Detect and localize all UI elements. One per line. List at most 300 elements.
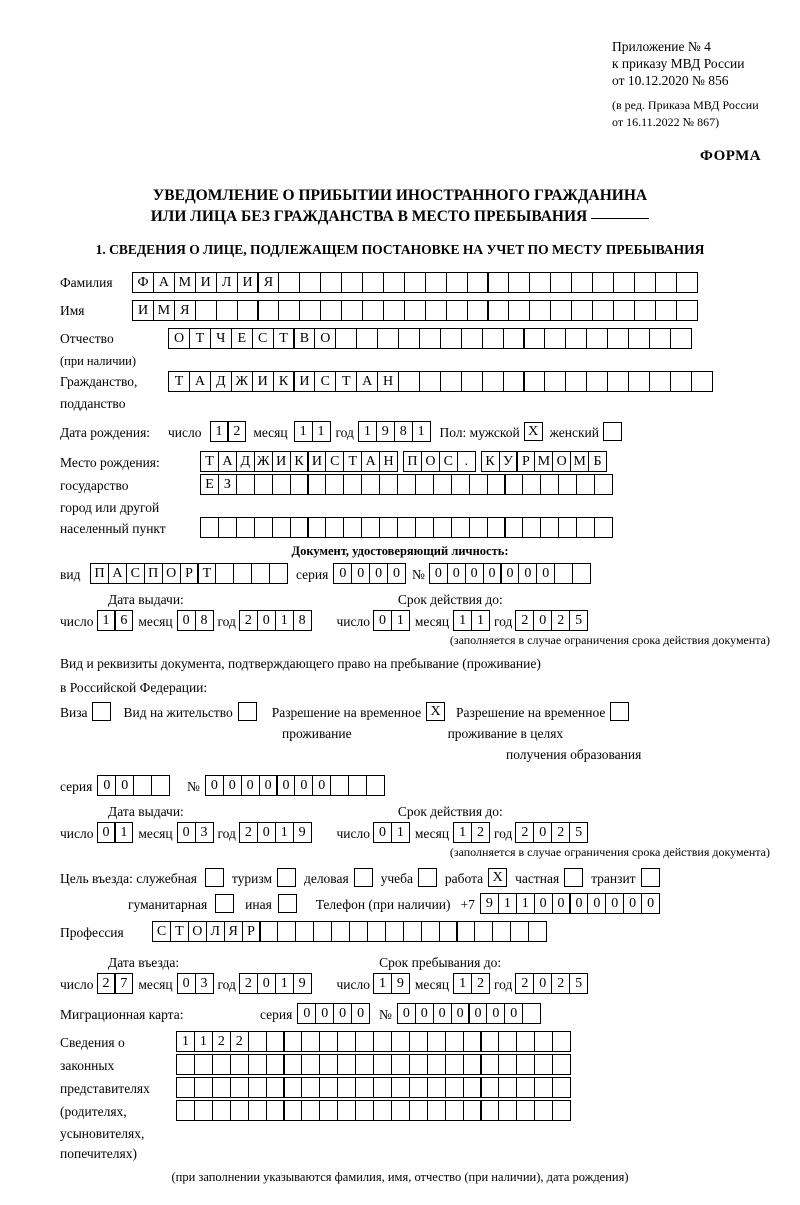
form-cell[interactable] <box>439 921 458 942</box>
form-cell[interactable] <box>283 1100 302 1121</box>
form-cell[interactable] <box>313 921 332 942</box>
form-cell[interactable] <box>592 272 614 293</box>
form-cell[interactable]: 1 <box>373 973 392 994</box>
form-cell[interactable]: Л <box>206 921 225 942</box>
form-cell[interactable] <box>319 1100 338 1121</box>
form-cell[interactable]: О <box>188 921 207 942</box>
form-cell[interactable] <box>355 1100 374 1121</box>
form-cell[interactable] <box>446 300 468 321</box>
form-cell[interactable] <box>474 921 493 942</box>
stay-doc-series-cells[interactable] <box>97 775 169 796</box>
form-cell[interactable] <box>529 272 551 293</box>
form-cell[interactable] <box>373 1100 392 1121</box>
form-cell[interactable] <box>266 1100 285 1121</box>
form-cell[interactable] <box>586 371 608 392</box>
form-cell[interactable] <box>492 921 511 942</box>
form-cell[interactable] <box>649 328 671 349</box>
form-cell[interactable]: С <box>252 328 274 349</box>
form-cell[interactable]: 2 <box>551 610 570 631</box>
form-cell[interactable] <box>236 517 255 538</box>
form-cell[interactable]: 0 <box>115 775 134 796</box>
form-cell[interactable] <box>634 300 656 321</box>
form-cell[interactable] <box>427 1031 446 1052</box>
form-cell[interactable] <box>576 517 595 538</box>
form-cell[interactable]: 0 <box>500 563 519 584</box>
birth-place-cells-row3[interactable] <box>200 517 612 538</box>
surname-cells[interactable] <box>132 272 696 293</box>
form-cell[interactable]: 0 <box>257 973 276 994</box>
form-cell[interactable] <box>550 272 572 293</box>
form-cell[interactable] <box>572 563 591 584</box>
form-cell[interactable]: 1 <box>358 421 377 442</box>
purpose-tourism-checkbox[interactable] <box>277 868 295 887</box>
form-cell[interactable]: И <box>293 371 315 392</box>
form-cell[interactable] <box>176 1077 195 1098</box>
form-cell[interactable]: 7 <box>114 973 133 994</box>
form-cell[interactable] <box>427 1100 446 1121</box>
form-cell[interactable] <box>277 868 296 887</box>
form-cell[interactable] <box>272 517 291 538</box>
form-cell[interactable]: 0 <box>533 610 552 631</box>
form-cell[interactable]: 1 <box>275 822 294 843</box>
form-cell[interactable]: О <box>421 451 440 472</box>
form-cell[interactable]: 2 <box>551 822 570 843</box>
form-cell[interactable] <box>558 474 577 495</box>
form-cell[interactable] <box>218 517 237 538</box>
form-cell[interactable] <box>248 1100 267 1121</box>
form-cell[interactable]: 0 <box>177 822 196 843</box>
form-cell[interactable] <box>337 1100 356 1121</box>
form-cell[interactable] <box>259 921 278 942</box>
birth-place-city-cells-b[interactable] <box>481 451 606 472</box>
form-cell[interactable] <box>564 868 583 887</box>
form-cell[interactable]: А <box>218 451 237 472</box>
form-cell[interactable]: У <box>499 451 518 472</box>
form-cell[interactable] <box>463 1031 482 1052</box>
form-cell[interactable] <box>200 517 219 538</box>
form-cell[interactable] <box>516 1054 535 1075</box>
form-cell[interactable] <box>503 328 525 349</box>
form-cell[interactable] <box>278 894 297 913</box>
form-cell[interactable]: Я <box>174 300 196 321</box>
birth-month-cells[interactable] <box>294 421 330 442</box>
form-cell[interactable] <box>404 272 426 293</box>
form-cell[interactable] <box>565 328 587 349</box>
form-cell[interactable]: Р <box>242 921 261 942</box>
form-cell[interactable] <box>571 272 593 293</box>
form-cell[interactable] <box>516 1031 535 1052</box>
form-cell[interactable] <box>215 894 234 913</box>
stay-doc-valid-year-cells[interactable] <box>515 822 587 843</box>
form-cell[interactable] <box>594 517 613 538</box>
form-cell[interactable]: 0 <box>294 775 313 796</box>
form-cell[interactable] <box>607 371 629 392</box>
form-cell[interactable] <box>205 868 224 887</box>
entry-month-cells[interactable] <box>177 973 213 994</box>
form-cell[interactable]: 9 <box>391 973 410 994</box>
form-cell[interactable] <box>277 921 296 942</box>
form-cell[interactable] <box>592 300 614 321</box>
form-cell[interactable] <box>348 775 367 796</box>
form-cell[interactable]: 9 <box>480 893 499 914</box>
form-cell[interactable] <box>404 300 426 321</box>
form-cell[interactable]: 9 <box>376 421 395 442</box>
form-cell[interactable]: И <box>237 272 259 293</box>
form-cell[interactable] <box>418 868 437 887</box>
form-cell[interactable] <box>504 517 523 538</box>
form-cell[interactable] <box>212 1054 231 1075</box>
form-cell[interactable]: 2 <box>471 973 490 994</box>
form-cell[interactable] <box>446 272 468 293</box>
form-cell[interactable]: Т <box>335 371 357 392</box>
id-doc-issue-day-cells[interactable] <box>97 610 133 631</box>
form-cell[interactable]: Т <box>168 371 190 392</box>
form-cell[interactable]: 0 <box>351 563 370 584</box>
form-cell[interactable] <box>194 1077 213 1098</box>
form-cell[interactable]: М <box>153 300 175 321</box>
form-cell[interactable] <box>349 921 368 942</box>
form-cell[interactable]: 2 <box>515 610 534 631</box>
form-cell[interactable] <box>480 1100 499 1121</box>
form-cell[interactable]: 0 <box>333 563 352 584</box>
form-cell[interactable]: Ч <box>210 328 232 349</box>
purpose-service-checkbox[interactable] <box>205 868 223 887</box>
form-cell[interactable]: 1 <box>453 973 472 994</box>
name-cells[interactable] <box>132 300 696 321</box>
form-cell[interactable]: 0 <box>533 822 552 843</box>
form-cell[interactable] <box>337 1077 356 1098</box>
form-cell[interactable]: К <box>290 451 309 472</box>
form-cell[interactable] <box>467 300 489 321</box>
form-cell[interactable]: 0 <box>569 893 588 914</box>
form-cell[interactable] <box>391 1031 410 1052</box>
form-cell[interactable] <box>655 272 677 293</box>
form-cell[interactable] <box>487 272 509 293</box>
entry-year-cells[interactable] <box>239 973 311 994</box>
form-cell[interactable]: Ф <box>132 272 154 293</box>
form-cell[interactable] <box>373 1054 392 1075</box>
form-cell[interactable]: 8 <box>293 610 312 631</box>
id-doc-issue-year-cells[interactable] <box>239 610 311 631</box>
form-cell[interactable]: 8 <box>394 421 413 442</box>
form-cell[interactable]: Я <box>224 921 243 942</box>
form-cell[interactable] <box>257 300 279 321</box>
form-cell[interactable] <box>230 1077 249 1098</box>
form-cell[interactable]: Б <box>588 451 607 472</box>
form-cell[interactable] <box>544 328 566 349</box>
form-cell[interactable]: А <box>189 371 211 392</box>
form-cell[interactable] <box>641 868 660 887</box>
form-cell[interactable] <box>487 517 506 538</box>
form-cell[interactable] <box>251 563 270 584</box>
birth-day-cells[interactable] <box>210 421 246 442</box>
form-cell[interactable] <box>236 474 255 495</box>
form-cell[interactable]: 0 <box>552 893 571 914</box>
form-cell[interactable]: Н <box>377 371 399 392</box>
form-cell[interactable] <box>355 1077 374 1098</box>
form-cell[interactable]: Т <box>273 328 295 349</box>
form-cell[interactable] <box>445 1077 464 1098</box>
form-cell[interactable]: 1 <box>275 973 294 994</box>
form-cell[interactable] <box>534 1054 553 1075</box>
form-cell[interactable] <box>469 474 488 495</box>
form-cell[interactable] <box>409 1100 428 1121</box>
form-cell[interactable]: Р <box>516 451 535 472</box>
birth-place-country-cells[interactable] <box>200 451 397 472</box>
form-cell[interactable]: 0 <box>312 775 331 796</box>
form-cell[interactable] <box>319 1031 338 1052</box>
form-cell[interactable]: 2 <box>515 822 534 843</box>
form-cell[interactable] <box>670 328 692 349</box>
form-cell[interactable]: И <box>272 451 291 472</box>
form-cell[interactable] <box>603 422 622 441</box>
form-cell[interactable]: 2 <box>515 973 534 994</box>
form-cell[interactable] <box>362 272 384 293</box>
form-cell[interactable] <box>504 474 523 495</box>
form-cell[interactable] <box>610 702 629 721</box>
form-cell[interactable] <box>655 300 677 321</box>
form-cell[interactable]: 0 <box>177 973 196 994</box>
form-cell[interactable]: 0 <box>205 775 224 796</box>
form-cell[interactable]: П <box>144 563 163 584</box>
form-cell[interactable] <box>433 474 452 495</box>
form-cell[interactable] <box>571 300 593 321</box>
form-cell[interactable]: Л <box>216 272 238 293</box>
form-cell[interactable] <box>299 300 321 321</box>
form-cell[interactable]: 1 <box>312 421 331 442</box>
form-cell[interactable]: Р <box>180 563 199 584</box>
edu-residence-checkbox[interactable] <box>610 702 628 721</box>
form-cell[interactable]: X <box>524 422 543 441</box>
form-cell[interactable] <box>440 328 462 349</box>
form-cell[interactable]: 3 <box>195 822 214 843</box>
form-cell[interactable] <box>283 1054 302 1075</box>
visa-checkbox[interactable] <box>92 702 110 721</box>
form-cell[interactable] <box>355 1031 374 1052</box>
form-cell[interactable] <box>421 921 440 942</box>
form-cell[interactable]: 1 <box>453 822 472 843</box>
form-cell[interactable]: 0 <box>534 893 553 914</box>
form-cell[interactable] <box>331 921 350 942</box>
form-cell[interactable] <box>565 371 587 392</box>
form-cell[interactable] <box>691 371 713 392</box>
form-cell[interactable] <box>613 272 635 293</box>
id-doc-valid-month-cells[interactable] <box>453 610 489 631</box>
form-cell[interactable] <box>482 371 504 392</box>
form-cell[interactable] <box>325 474 344 495</box>
form-cell[interactable]: 0 <box>369 563 388 584</box>
form-cell[interactable]: Д <box>210 371 232 392</box>
form-cell[interactable]: Т <box>200 451 219 472</box>
form-cell[interactable]: 0 <box>373 822 392 843</box>
form-cell[interactable] <box>503 371 525 392</box>
stay-day-cells[interactable] <box>373 973 409 994</box>
form-cell[interactable]: 0 <box>351 1003 370 1024</box>
form-cell[interactable] <box>248 1031 267 1052</box>
form-cell[interactable] <box>266 1077 285 1098</box>
form-cell[interactable] <box>552 1031 571 1052</box>
form-cell[interactable]: 0 <box>451 1003 470 1024</box>
form-cell[interactable] <box>307 474 326 495</box>
form-cell[interactable] <box>278 272 300 293</box>
form-cell[interactable]: К <box>273 371 295 392</box>
form-cell[interactable] <box>445 1031 464 1052</box>
form-cell[interactable] <box>373 1031 392 1052</box>
form-cell[interactable] <box>354 868 373 887</box>
citizenship-cells[interactable] <box>168 371 712 392</box>
form-cell[interactable] <box>498 1031 517 1052</box>
legal-reps-cells-4[interactable] <box>176 1100 570 1121</box>
form-cell[interactable] <box>319 1054 338 1075</box>
form-cell[interactable]: Д <box>236 451 255 472</box>
profession-cells[interactable] <box>152 921 546 942</box>
form-cell[interactable] <box>212 1077 231 1098</box>
form-cell[interactable] <box>254 474 273 495</box>
stay-doc-valid-day-cells[interactable] <box>373 822 409 843</box>
form-cell[interactable] <box>355 1054 374 1075</box>
form-cell[interactable] <box>409 1031 428 1052</box>
stay-doc-valid-month-cells[interactable] <box>453 822 489 843</box>
form-cell[interactable] <box>529 300 551 321</box>
form-cell[interactable] <box>607 328 629 349</box>
form-cell[interactable] <box>266 1031 285 1052</box>
form-cell[interactable]: 1 <box>114 822 133 843</box>
form-cell[interactable] <box>301 1077 320 1098</box>
form-cell[interactable] <box>534 1100 553 1121</box>
form-cell[interactable] <box>299 272 321 293</box>
form-cell[interactable]: 0 <box>259 775 278 796</box>
form-cell[interactable] <box>301 1054 320 1075</box>
form-cell[interactable]: К <box>481 451 500 472</box>
form-cell[interactable] <box>544 371 566 392</box>
sex-female-checkbox[interactable] <box>603 422 621 441</box>
form-cell[interactable] <box>440 371 462 392</box>
form-cell[interactable] <box>343 517 362 538</box>
form-cell[interactable] <box>427 1054 446 1075</box>
form-cell[interactable]: Н <box>379 451 398 472</box>
form-cell[interactable]: 1 <box>194 1031 213 1052</box>
form-cell[interactable] <box>283 1077 302 1098</box>
form-cell[interactable]: 0 <box>504 1003 523 1024</box>
id-doc-series-cells[interactable] <box>333 563 405 584</box>
form-cell[interactable]: 5 <box>569 973 588 994</box>
form-cell[interactable] <box>594 474 613 495</box>
migration-card-number-cells[interactable] <box>397 1003 540 1024</box>
form-cell[interactable] <box>482 328 504 349</box>
form-cell[interactable] <box>451 474 470 495</box>
form-cell[interactable]: И <box>195 272 217 293</box>
form-cell[interactable] <box>361 517 380 538</box>
stay-doc-issue-day-cells[interactable] <box>97 822 133 843</box>
form-cell[interactable] <box>445 1100 464 1121</box>
form-cell[interactable] <box>341 272 363 293</box>
form-cell[interactable]: М <box>174 272 196 293</box>
form-cell[interactable] <box>516 1100 535 1121</box>
form-cell[interactable] <box>550 300 572 321</box>
form-cell[interactable]: 0 <box>241 775 260 796</box>
form-cell[interactable] <box>461 328 483 349</box>
form-cell[interactable]: О <box>162 563 181 584</box>
form-cell[interactable] <box>195 300 217 321</box>
form-cell[interactable] <box>498 1054 517 1075</box>
form-cell[interactable]: О <box>314 328 336 349</box>
form-cell[interactable]: А <box>356 371 378 392</box>
form-cell[interactable]: 0 <box>536 563 555 584</box>
form-cell[interactable] <box>325 517 344 538</box>
form-cell[interactable]: 2 <box>212 1031 231 1052</box>
form-cell[interactable]: С <box>325 451 344 472</box>
form-cell[interactable] <box>586 328 608 349</box>
form-cell[interactable] <box>409 1077 428 1098</box>
form-cell[interactable]: Е <box>231 328 253 349</box>
form-cell[interactable] <box>554 563 573 584</box>
form-cell[interactable]: З <box>218 474 237 495</box>
form-cell[interactable]: 6 <box>114 610 133 631</box>
form-cell[interactable] <box>320 272 342 293</box>
form-cell[interactable] <box>290 474 309 495</box>
form-cell[interactable]: 0 <box>415 1003 434 1024</box>
form-cell[interactable]: С <box>152 921 171 942</box>
migration-card-series-cells[interactable] <box>297 1003 369 1024</box>
form-cell[interactable]: 9 <box>293 973 312 994</box>
form-cell[interactable] <box>379 517 398 538</box>
form-cell[interactable] <box>266 1054 285 1075</box>
form-cell[interactable] <box>301 1031 320 1052</box>
form-cell[interactable]: 0 <box>387 563 406 584</box>
purpose-study-checkbox[interactable] <box>418 868 436 887</box>
form-cell[interactable] <box>523 328 545 349</box>
id-doc-valid-year-cells[interactable] <box>515 610 587 631</box>
form-cell[interactable]: С <box>439 451 458 472</box>
form-cell[interactable]: П <box>90 563 109 584</box>
form-cell[interactable] <box>628 328 650 349</box>
form-cell[interactable] <box>238 702 257 721</box>
form-cell[interactable]: 0 <box>486 1003 505 1024</box>
form-cell[interactable] <box>480 1077 499 1098</box>
form-cell[interactable] <box>397 474 416 495</box>
form-cell[interactable]: 1 <box>391 822 410 843</box>
purpose-private-checkbox[interactable] <box>564 868 582 887</box>
form-cell[interactable]: 2 <box>239 822 258 843</box>
form-cell[interactable]: 0 <box>587 893 606 914</box>
form-cell[interactable]: С <box>126 563 145 584</box>
form-cell[interactable]: 0 <box>257 822 276 843</box>
form-cell[interactable] <box>670 371 692 392</box>
form-cell[interactable]: 2 <box>230 1031 249 1052</box>
stay-doc-number-cells[interactable] <box>205 775 384 796</box>
purpose-work-checkbox[interactable] <box>488 868 506 887</box>
form-cell[interactable] <box>377 328 399 349</box>
form-cell[interactable] <box>552 1077 571 1098</box>
legal-reps-cells-2[interactable] <box>176 1054 570 1075</box>
form-cell[interactable] <box>463 1077 482 1098</box>
form-cell[interactable]: И <box>132 300 154 321</box>
form-cell[interactable]: 2 <box>239 610 258 631</box>
form-cell[interactable] <box>552 1100 571 1121</box>
form-cell[interactable] <box>445 1054 464 1075</box>
form-cell[interactable]: 0 <box>468 1003 487 1024</box>
form-cell[interactable]: 1 <box>176 1031 195 1052</box>
phone-cells[interactable] <box>480 893 659 914</box>
form-cell[interactable]: С <box>314 371 336 392</box>
form-cell[interactable]: 0 <box>223 775 242 796</box>
form-cell[interactable]: Т <box>170 921 189 942</box>
form-cell[interactable] <box>534 1031 553 1052</box>
form-cell[interactable] <box>676 272 698 293</box>
form-cell[interactable]: О <box>168 328 190 349</box>
form-cell[interactable] <box>461 371 483 392</box>
form-cell[interactable]: 1 <box>412 421 431 442</box>
